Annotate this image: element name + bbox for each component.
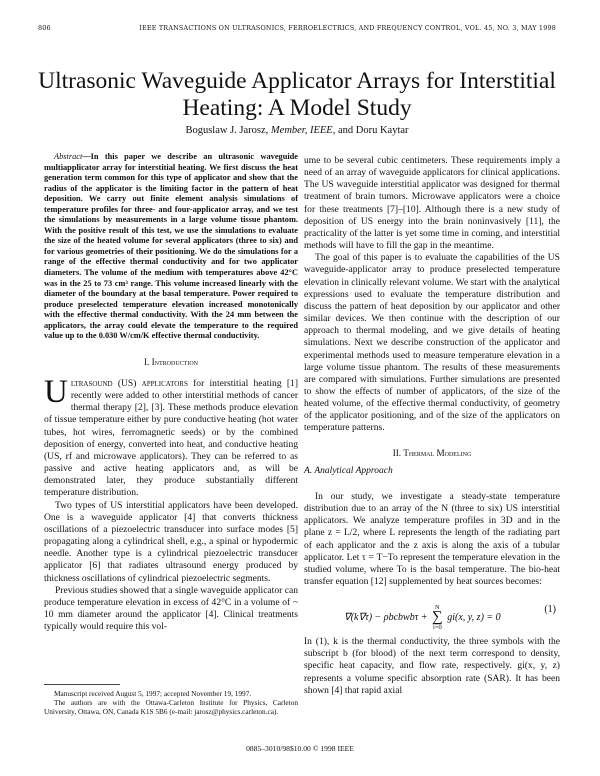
footnote-rule [44, 684, 120, 685]
author-1: Boguslaw J. Jarosz, [185, 125, 271, 136]
modeling-paragraph-2: In (1), k is the thermal conductivity, the three symbols with the subscript b (for blood) of the next term correspond to density, specific heat capacity, and flow rate, respectively. gi(x, y, z) represents a volume specific absorption rate (SAR). It has been shown [4] that rapid axial [304, 636, 560, 696]
journal-name: IEEE TRANSACTIONS ON ULTRASONICS, FERROELECTRICS, AND FREQUENCY CONTROL, VOL. 45, NO. 3, MAY 1998 [139, 24, 556, 32]
equation-lhs: ∇(k∇τ) − ρbcbwbτ + [344, 611, 428, 623]
intro-paragraph-3: Previous studies showed that a single waveguide applicator can produce temperature elevation in excess of 42°C in a volume of ~ 10 mm diameter around the applicator [4]. Clinical treatments typically would require this vol- [44, 584, 298, 633]
abstract-label: Abstract [54, 152, 83, 161]
paper-title: Ultrasonic Waveguide Applicator Arrays for Interstitial Heating: A Model Study [38, 68, 556, 121]
author-line [38, 125, 556, 136]
equation-body [344, 604, 501, 631]
equation-rhs: gi(x, y, z) = 0 [447, 611, 501, 623]
footnote-received: Manuscript received August 5, 1997; accepted November 19, 1997. [54, 689, 252, 698]
right-column [304, 155, 560, 697]
abstract [44, 152, 298, 342]
sum-upper-limit: N [435, 604, 440, 612]
intro-paragraph-1 [44, 374, 299, 500]
right-paragraph-2: The goal of this paper is to evaluate the capabilities of the US waveguide-applicator array to produce preselected temperature elevation in clinically relevant volume. We start with the analytical expressions used to evaluate the temperature distribution and discuss the pattern of heat deposition by our applicator and other similar devices. We then continue with the description of our approach to thermal modeling, and we give details of heating simulations. Next we describe construction of the applicator and experimental methods used to measure temperature elevation in a large volume tissue phantom. The results of these measurements are compared with simulations. Further simulations are presented to show the effects of number of applicators, of the size of the heated volume, of the effective thermal conductivity, of geometry of the applicator positioning, and of the size of the applicators on temperature patterns. [304, 252, 560, 434]
author-membership: Member, IEEE [270, 125, 333, 136]
author-2: , and Doru Kaytar [332, 125, 409, 136]
section-heading-thermal-modeling: II. Thermal Modeling [392, 447, 472, 458]
running-header [38, 24, 556, 36]
equation-number: (1) [544, 604, 556, 616]
section-heading-introduction: I. Introduction [143, 356, 199, 367]
summation-symbol: N ∑ i=0 [432, 604, 443, 632]
abstract-text: —In this paper we describe an ultrasonic waveguide multiapplicator array for interstitial heating. We first discuss the heat generation term common for this type of applicator and show that the radius of the applicator is the limiting factor in the pattern of heat deposition. We carry out finite element analysis simulations of temperature profiles for three- and four-applicator array, and we test the simulations by measurements in a large volume tissue phantom. With the positive result of this test, we use the simulations to evaluate the size of the heated volume for several applicators (three to six) and for various geometries of their positioning. We do the simulations for a range of the effective thermal conductivity and for two applicator diameters. The volume of the medium with temperatures above 42°C was in the 25 to 73 cm³ range. This volume increased linearly with the diameter of the boundary at the basal temperature. Power required to produce preselected temperature elevation increased monotonically with the effective thermal conductivity. With the 24 mm between the applicators, the array could elevate the temperature to the required value up to the 0.030 W/cm/K effective thermal conductivity. [44, 152, 298, 341]
left-column [44, 152, 298, 633]
subsection-heading-analytical: A. Analytical Approach [304, 465, 393, 476]
intro-paragraph-2: Two types of US interstitial applicators have been developed. One is a waveguide applicator [4] that converts thickness oscillations of a piezoelectric transducer into surface modes [5] propagating along a cylindrical shell, e.g., a spinal or hypodermic needle. Another type is a cylindrical piezoelectric transducer applicator [6] that radiates ultrasound energy produced by thickness oscillations of cylindrical piezoelectric segments. [44, 499, 298, 584]
intro-lead: ltrasound (US) applicators [70, 378, 188, 389]
right-paragraph-1: ume to be several cubic centimeters. These requirements imply a need of an array of waveguide applicators for clinical applications. The US waveguide interstitial applicator was designed for thermal treatment of brain tumors. Microwave applicators were a choice for these treatments [7]–[10]. Although there is a new study of deposition of US energy into the brain noninvasively [11], the practicality of the latter is yet some time in coming, and interstitial methods will have to fill the gap in the meantime. [304, 155, 560, 252]
drop-cap: U [44, 374, 68, 410]
footnote [44, 689, 298, 716]
equation-1 [304, 596, 560, 630]
modeling-paragraph-1: In our study, we investigate a steady-state temperature distribution due to an array of the N (three to six) US interstitial applicators. We analyze temperature profiles in 3D and in the plane z = L/2, where L represents the length of the radiating part of each applicator and the z axis is along the axis of a tubular applicator. Let τ = T−To represent the temperature elevation in the studied volume, where To is the basal temperature. The bio-heat transfer equation [12] supplemented by heat sources becomes: [304, 490, 560, 587]
page-number: 806 [38, 24, 51, 32]
copyright-line: 0885–3010/98$10.00 © 1998 IEEE [246, 744, 354, 753]
sum-lower-limit: i=0 [433, 624, 442, 632]
footnote-affiliation: The authors are with the Ottawa-Carleton Institute for Physics, Carleton University, Ottawa, ON, Canada K1S 5B6 (e-mail: jarosz@physics.carleton.ca). [44, 698, 298, 716]
intro-p1-text: for interstitial heating [1] recently were added to other interstitial methods of cancer thermal therapy [2], [3]. These methods produce elevation of tissue temperature either by pure conductive heating (hot water tubes, hot wires, ferromagnetic seeds) or by the combined deposition of energy, converted into heat, and conductive heating (US, rf and microwave applicators). They can be referred to as passive and active heating applicators and, as will be demonstrated later, they produce substantially different temperature distribution. [44, 378, 299, 499]
